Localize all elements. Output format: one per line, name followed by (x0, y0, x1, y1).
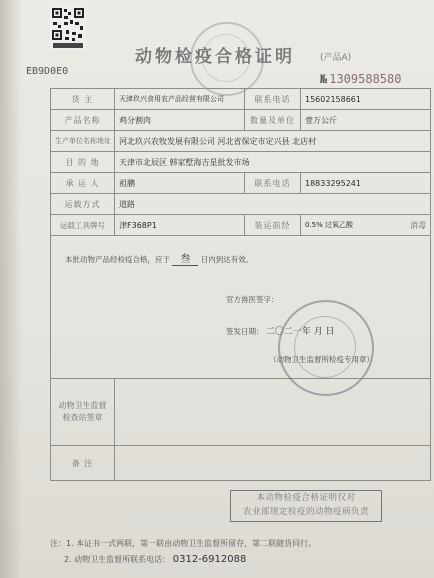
vehicle-plate-label: 运载工具牌号 (51, 215, 115, 236)
table-row (51, 173, 431, 194)
transport-mode-label: 运载方式 (51, 194, 115, 215)
destination-label: 目 的 地 (51, 152, 115, 173)
table-row (51, 215, 431, 236)
footnote-phone: 0312-6912088 (172, 554, 247, 565)
qr-code-icon (50, 6, 86, 50)
carrier-value: 祖鹏 (115, 173, 245, 194)
producer-label: 生产单位名称地址 (51, 131, 115, 152)
declaration-text-before: 本批动物产品经检疫合格，应于 (65, 255, 170, 264)
remark-stamp-box (230, 490, 382, 522)
vet-check-label-cell (51, 379, 115, 446)
official-seal-main (278, 300, 374, 396)
table-row (51, 152, 431, 173)
vet-signature-label: 官方兽医签字： (226, 295, 279, 304)
remark-label: 备 注 (51, 446, 115, 481)
table-row (51, 110, 431, 131)
table-row (51, 236, 431, 379)
footnote-line1: 注：1. 本证书一式两联，第一联由动物卫生监督所留存，第二联随货同行。 (50, 539, 317, 548)
owner-label: 货 主 (51, 89, 115, 110)
declaration-text-after: 日内到达有效。 (200, 255, 254, 264)
left-code: EB9D0E0 (26, 66, 69, 77)
footnote-line2 (64, 554, 246, 565)
product-name-label: 产品名称 (51, 110, 115, 131)
issue-date-label: 签发日期： (226, 327, 264, 336)
table-row (51, 89, 431, 110)
declaration-days: 叁 (172, 250, 198, 266)
vet-check-value (115, 379, 431, 446)
table-row (51, 131, 431, 152)
owner-value: 天津玖兴食用农产品经营有限公司 (115, 89, 245, 110)
seal-note: （动物卫生监督所检疫专用章） (269, 355, 374, 364)
producer-value: 河北玖兴农牧发展有限公司 河北省保定市定兴县 北店村 (115, 131, 431, 152)
remark-stamp-line1: 本动物检疫合格证明仅对 (256, 493, 356, 503)
serial-value: 1309588580 (329, 72, 402, 86)
carrier-label: 承 运 人 (51, 173, 115, 194)
remark-stamp-line2: 农业部规定检疫的动物疫病负责 (242, 507, 369, 517)
document-title: 动物检疫合格证明 (135, 47, 295, 67)
table-row (51, 379, 431, 446)
transport-mode-value: 道路 (115, 194, 431, 215)
serial-number (320, 72, 434, 86)
owner-phone-value: 15602158661 (301, 89, 431, 110)
document-title-suffix: (产品A) (320, 53, 352, 63)
declaration-line (65, 250, 253, 266)
carrier-phone-label: 联系电话 (245, 173, 301, 194)
declaration-cell (51, 236, 431, 379)
quantity-value: 壹万公斤 (301, 110, 431, 131)
serial-prefix: № (320, 72, 328, 86)
vet-check-label: 动物卫生监督检查站签章 (58, 401, 107, 422)
page-shadow (0, 0, 22, 578)
disinfect-suffix: 消毒 (410, 220, 426, 230)
official-seal-top (190, 22, 264, 96)
disinfect-label: 装运前经 (245, 215, 301, 236)
issue-date-value: 二〇二一年 月 日 (265, 327, 335, 337)
footnote-phone-label: 2. 动物卫生监督所联系电话： (64, 555, 171, 564)
remark-value (115, 446, 431, 481)
certificate-table (50, 88, 431, 481)
owner-phone-label: 联系电话 (245, 89, 301, 110)
disinfect-value: 0.5% 过氧乙酸 (305, 220, 354, 229)
destination-value: 天津市北辰区 韩家墅海吉星批发市场 (115, 152, 431, 173)
carrier-phone-value: 18833295241 (301, 173, 431, 194)
table-row (51, 446, 431, 481)
table-row (51, 194, 431, 215)
quantity-label: 数量及单位 (245, 110, 301, 131)
disinfect-cell (301, 215, 431, 236)
vehicle-plate-value: 津F368P1 (115, 215, 245, 236)
product-name-value: 鸡分割肉 (115, 110, 245, 131)
